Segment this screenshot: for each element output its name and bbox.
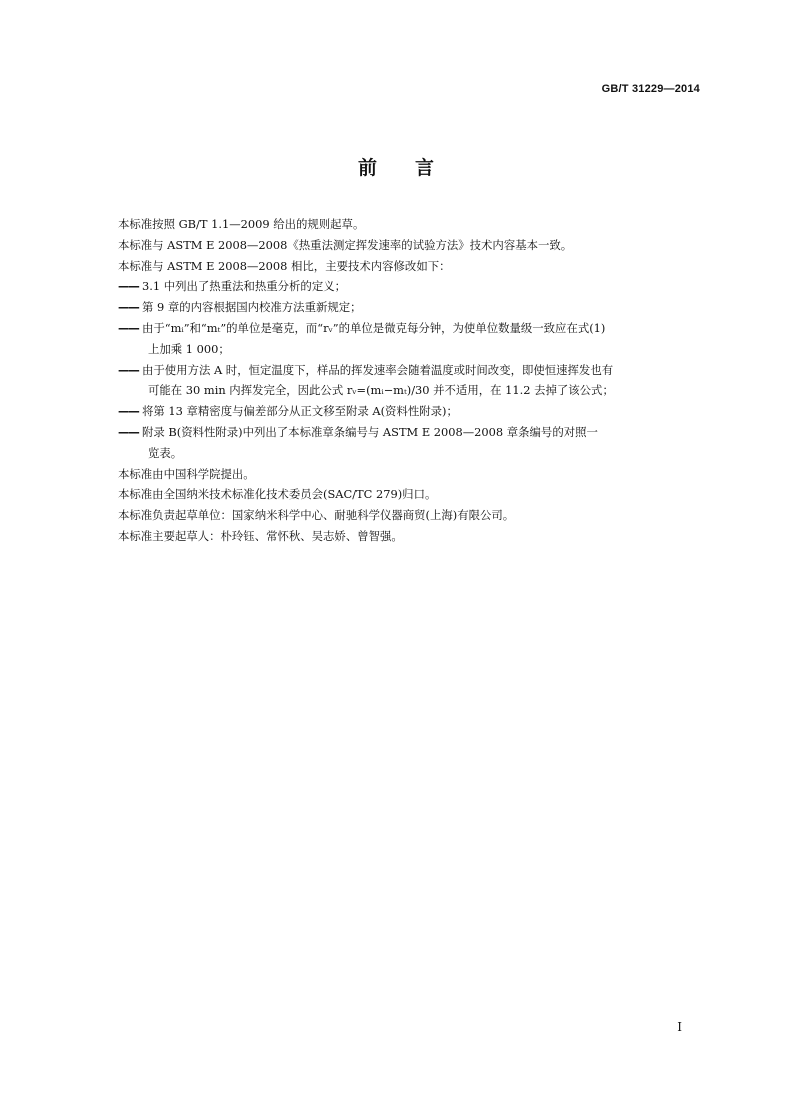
change-item-2 [118, 297, 702, 318]
change-item-6-continued: 览表。 [148, 445, 183, 460]
page-number: I [677, 1020, 682, 1034]
document-body [118, 214, 702, 547]
change-item-1 [118, 276, 702, 297]
change-item-4 [118, 360, 702, 381]
paragraph-drafting-rules: 本标准按照 GB/T 1.1—2009 给出的规则起草。 [118, 217, 365, 231]
change-item-3-continued: 上加乘 1 000； [148, 341, 230, 356]
list-dash: —— [118, 320, 139, 335]
change-item-3 [118, 318, 702, 339]
change-item-text: 由于使用方法 A 时，恒定温度下，样品的挥发速率会随着温度或时间改变，即使恒速挥发也有 [142, 362, 614, 377]
paragraph-committee: 本标准由全国纳米技术标准化技术委员会(SAC/TC 279)归口。 [118, 487, 437, 502]
paragraph-drafting-units: 本标准负责起草单位：国家纳米科学中心、耐驰科学仪器商贸(上海)有限公司。 [118, 508, 515, 523]
list-dash: —— [118, 362, 139, 377]
paragraph-equivalence: 本标准与 ASTM E 2008—2008《热重法测定挥发速率的试验方法》技术内容基本一致。 [118, 237, 573, 252]
paragraph-changes-intro: 本标准与 ASTM E 2008—2008 相比，主要技术内容修改如下： [118, 258, 451, 273]
change-item-text: 附录 B(资料性附录)中列出了本标准章条编号与 ASTM E 2008—2008 章条编号的对照一 [142, 424, 598, 439]
list-dash: —— [118, 279, 139, 294]
change-item-text: 3.1 中列出了热重法和热重分析的定义； [142, 279, 346, 294]
change-item-text: 由于“mᵢ”和“mₜ”的单位是毫克，而“rᵥ”的单位是微克每分钟，为使单位数量级一致应在式(1) [142, 320, 606, 335]
list-dash: —— [118, 424, 139, 439]
page-title: 前言 [357, 157, 472, 179]
standard-code: GB/T 31229—2014 [601, 83, 700, 95]
change-item-4-continued: 可能在 30 min 内挥发完全，因此公式 rᵥ=(mᵢ−mₜ)/30 并不适用，在 11.2 去掉了该公式； [148, 383, 614, 398]
list-dash: —— [118, 404, 139, 419]
change-item-text: 第 9 章的内容根据国内校准方法重新规定； [142, 300, 362, 315]
change-item-text: 将第 13 章精密度与偏差部分从正文移至附录 A(资料性附录)； [142, 404, 458, 419]
paragraph-drafters: 本标准主要起草人：朴玲钰、常怀秋、吴志娇、曾智强。 [118, 528, 403, 543]
paragraph-proposer: 本标准由中国科学院提出。 [118, 466, 255, 481]
change-item-5 [118, 401, 702, 422]
list-dash: —— [118, 300, 139, 315]
change-item-6 [118, 422, 702, 443]
